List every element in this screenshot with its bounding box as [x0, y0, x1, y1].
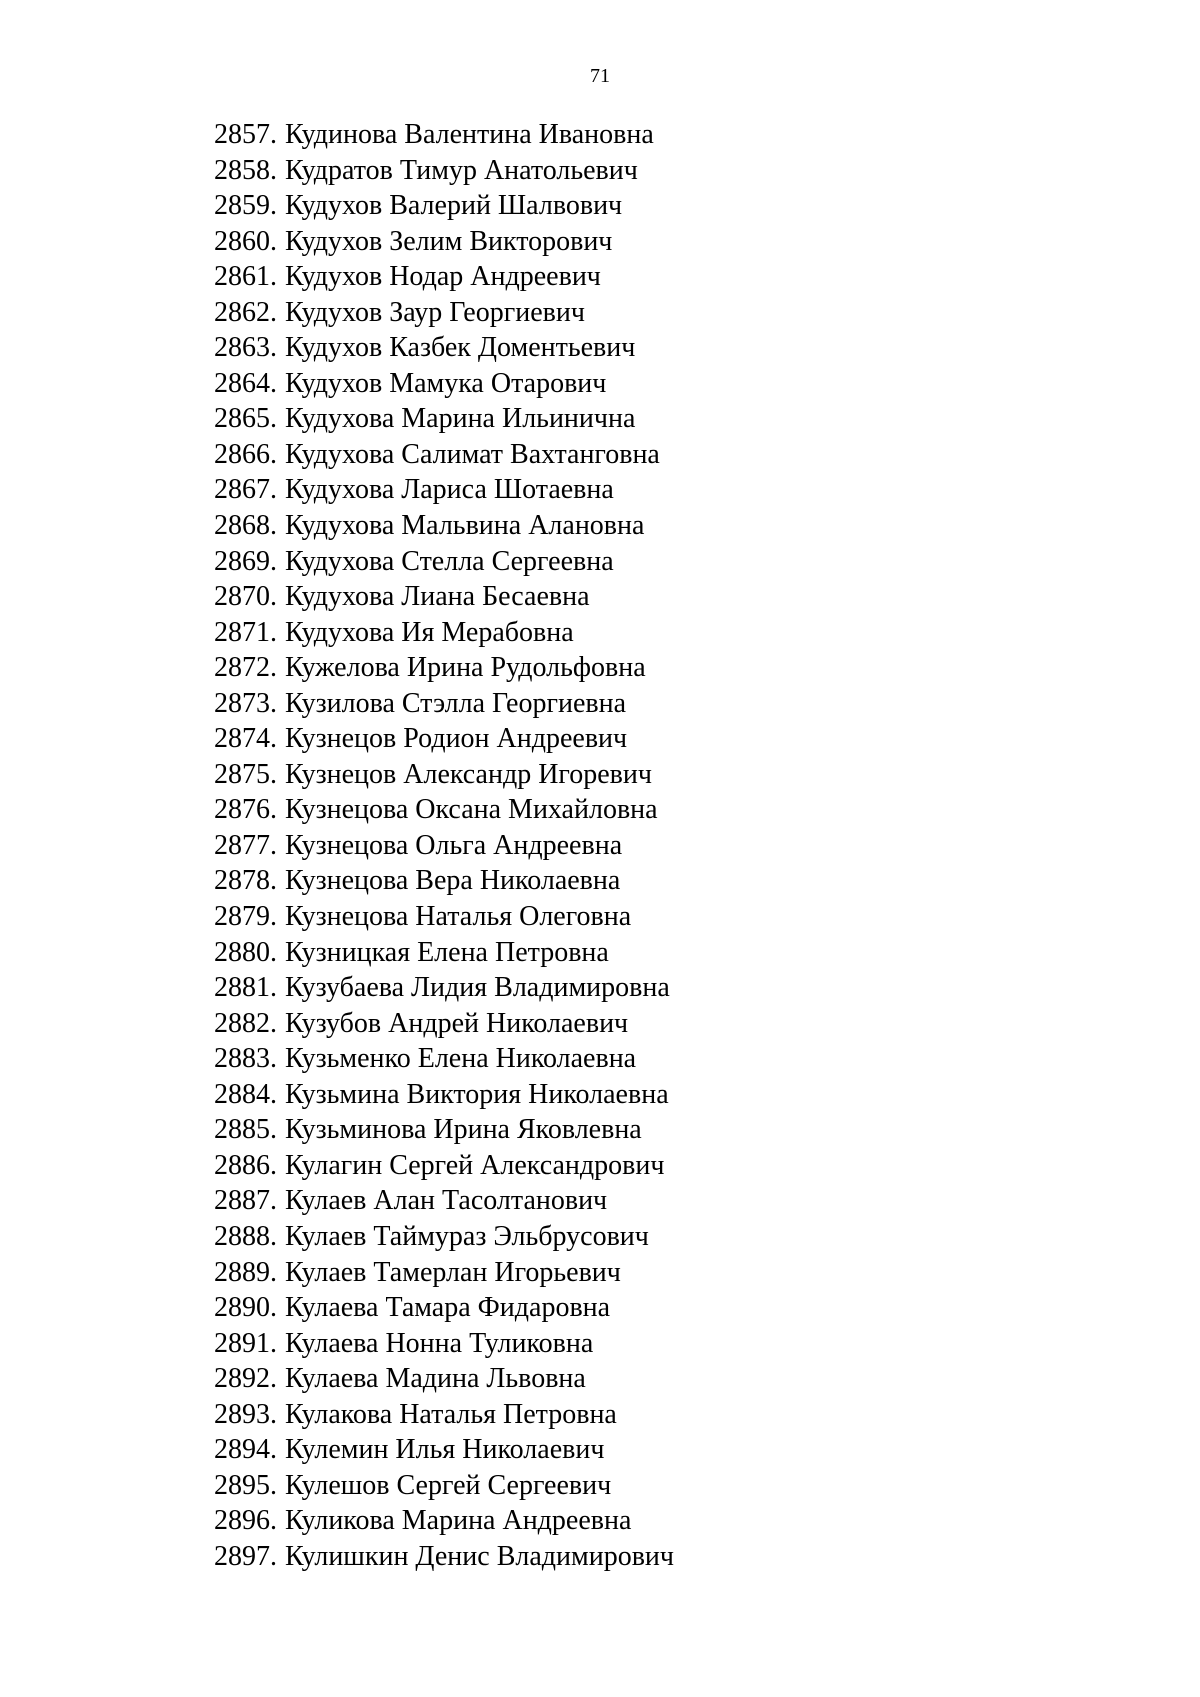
entry-full-name: Кулагин Сергей Александрович	[285, 1149, 665, 1181]
entry-number: 2877.	[214, 829, 277, 861]
list-item	[214, 401, 674, 437]
entry-full-name: Кулаев Тамерлан Игорьевич	[285, 1256, 621, 1288]
list-item	[214, 686, 674, 722]
page-number: 71	[590, 65, 610, 87]
entry-number: 2859.	[214, 190, 277, 222]
list-item	[214, 224, 674, 260]
entry-number: 2861.	[214, 261, 277, 293]
entry-full-name: Кузнецов Родион Андреевич	[285, 723, 628, 755]
list-item	[214, 1468, 674, 1504]
list-item	[214, 970, 674, 1006]
list-item	[214, 472, 674, 508]
list-item	[214, 188, 674, 224]
entry-full-name: Кузнецова Оксана Михайловна	[285, 794, 658, 826]
list-item	[214, 1539, 674, 1575]
list-item	[214, 615, 674, 651]
entry-full-name: Кузнецова Вера Николаевна	[285, 865, 621, 897]
entry-full-name: Кудухов Мамука Отарович	[285, 367, 607, 399]
entry-full-name: Кулаева Нонна Туликовна	[285, 1327, 594, 1359]
entry-full-name: Куликова Марина Андреевна	[285, 1505, 632, 1537]
entry-number: 2863.	[214, 332, 277, 364]
entry-full-name: Кудухова Лариса Шотаевна	[285, 474, 614, 506]
entry-number: 2882.	[214, 1007, 277, 1039]
list-item	[214, 757, 674, 793]
entry-number: 2884.	[214, 1078, 277, 1110]
entry-full-name: Кудухова Марина Ильинична	[285, 403, 636, 435]
list-item	[214, 1432, 674, 1468]
entry-full-name: Кулакова Наталья Петровна	[285, 1398, 617, 1430]
entry-number: 2889.	[214, 1256, 277, 1288]
entry-full-name: Кулаев Таймураз Эльбрусович	[285, 1220, 649, 1252]
entry-number: 2886.	[214, 1149, 277, 1181]
list-item	[214, 1148, 674, 1184]
entry-number: 2878.	[214, 865, 277, 897]
entry-full-name: Кудухова Мальвина Алановна	[285, 510, 645, 542]
entry-number: 2868.	[214, 510, 277, 542]
list-item	[214, 1041, 674, 1077]
entry-full-name: Кудухова Салимат Вахтанговна	[285, 438, 660, 470]
entry-number: 2896.	[214, 1505, 277, 1537]
entry-number: 2873.	[214, 687, 277, 719]
entry-full-name: Кузницкая Елена Петровна	[285, 936, 609, 968]
entry-number: 2880.	[214, 936, 277, 968]
list-item	[214, 153, 674, 189]
list-item	[214, 1077, 674, 1113]
entry-full-name: Кудухова Ия Мерабовна	[285, 616, 574, 648]
entry-full-name: Кузьмина Виктория Николаевна	[285, 1078, 669, 1110]
entry-full-name: Кудинова Валентина Ивановна	[285, 119, 654, 150]
entry-full-name: Кужелова Ирина Рудольфовна	[285, 652, 646, 684]
entry-number: 2881.	[214, 972, 277, 1004]
list-item	[214, 366, 674, 402]
entry-number: 2871.	[214, 616, 277, 648]
entry-number: 2892.	[214, 1363, 277, 1395]
entry-number: 2890.	[214, 1292, 277, 1324]
entry-full-name: Кузнецов Александр Игоревич	[285, 758, 652, 790]
list-item	[214, 508, 674, 544]
entry-full-name: Кузнецова Наталья Олеговна	[285, 901, 632, 933]
entry-number: 2867.	[214, 474, 277, 506]
list-item	[214, 579, 674, 615]
entry-full-name: Кудухов Нодар Андреевич	[285, 261, 601, 293]
list-item	[214, 863, 674, 899]
list-item	[214, 1112, 674, 1148]
entry-full-name: Кудухов Валерий Шалвович	[285, 190, 623, 222]
entry-number: 2883.	[214, 1043, 277, 1075]
entry-number: 2857.	[214, 119, 277, 150]
list-item	[214, 1326, 674, 1362]
entry-full-name: Кудухова Лиана Бесаевна	[285, 581, 590, 613]
entry-number: 2870.	[214, 581, 277, 613]
list-item	[214, 544, 674, 580]
entry-number: 2874.	[214, 723, 277, 755]
entry-full-name: Кузубаева Лидия Владимировна	[285, 972, 670, 1004]
entry-number: 2891.	[214, 1327, 277, 1359]
entry-full-name: Кулаева Мадина Львовна	[285, 1363, 586, 1395]
entry-number: 2876.	[214, 794, 277, 826]
entry-number: 2875.	[214, 758, 277, 790]
entry-number: 2865.	[214, 403, 277, 435]
entry-number: 2887.	[214, 1185, 277, 1217]
list-item	[214, 935, 674, 971]
list-item	[214, 117, 674, 153]
entry-full-name: Кузнецова Ольга Андреевна	[285, 829, 623, 861]
entry-number: 2897.	[214, 1540, 277, 1572]
list-item	[214, 721, 674, 757]
entry-full-name: Кузубов Андрей Николаевич	[285, 1007, 629, 1039]
entry-number: 2858.	[214, 154, 277, 186]
list-item	[214, 650, 674, 686]
entry-number: 2885.	[214, 1114, 277, 1146]
entry-number: 2862.	[214, 296, 277, 328]
list-item	[214, 792, 674, 828]
entry-full-name: Кулешов Сергей Сергеевич	[285, 1469, 612, 1501]
entry-full-name: Кузьменко Елена Николаевна	[285, 1043, 637, 1075]
entry-full-name: Кудухова Стелла Сергеевна	[285, 545, 614, 577]
entry-number: 2860.	[214, 225, 277, 257]
name-list	[214, 117, 674, 1574]
entry-number: 2864.	[214, 367, 277, 399]
entry-number: 2866.	[214, 438, 277, 470]
list-item	[214, 1503, 674, 1539]
list-item	[214, 1290, 674, 1326]
entry-full-name: Кудухов Зелим Викторович	[285, 225, 613, 257]
entry-full-name: Кузилова Стэлла Георгиевна	[285, 687, 627, 719]
list-item	[214, 437, 674, 473]
entry-full-name: Кудухов Заур Георгиевич	[285, 296, 585, 328]
entry-number: 2895.	[214, 1469, 277, 1501]
entry-full-name: Кудухов Казбек Доментьевич	[285, 332, 636, 364]
entry-number: 2894.	[214, 1434, 277, 1466]
entry-full-name: Кулаева Тамара Фидаровна	[285, 1292, 611, 1324]
list-item	[214, 330, 674, 366]
list-item	[214, 295, 674, 331]
list-item	[214, 1219, 674, 1255]
list-item	[214, 899, 674, 935]
list-item	[214, 1361, 674, 1397]
entry-number: 2888.	[214, 1220, 277, 1252]
entry-number: 2869.	[214, 545, 277, 577]
list-item	[214, 259, 674, 295]
entry-full-name: Кулаев Алан Тасолтанович	[285, 1185, 608, 1217]
entry-number: 2872.	[214, 652, 277, 684]
list-item	[214, 1397, 674, 1433]
entry-full-name: Кулишкин Денис Владимирович	[285, 1540, 674, 1572]
list-item	[214, 1255, 674, 1291]
entry-number: 2879.	[214, 901, 277, 933]
entry-full-name: Кузьминова Ирина Яковлевна	[285, 1114, 642, 1146]
list-item	[214, 828, 674, 864]
entry-number: 2893.	[214, 1398, 277, 1430]
entry-full-name: Кудратов Тимур Анатольевич	[285, 154, 638, 186]
list-item	[214, 1006, 674, 1042]
entry-full-name: Кулемин Илья Николаевич	[285, 1434, 605, 1466]
list-item	[214, 1183, 674, 1219]
